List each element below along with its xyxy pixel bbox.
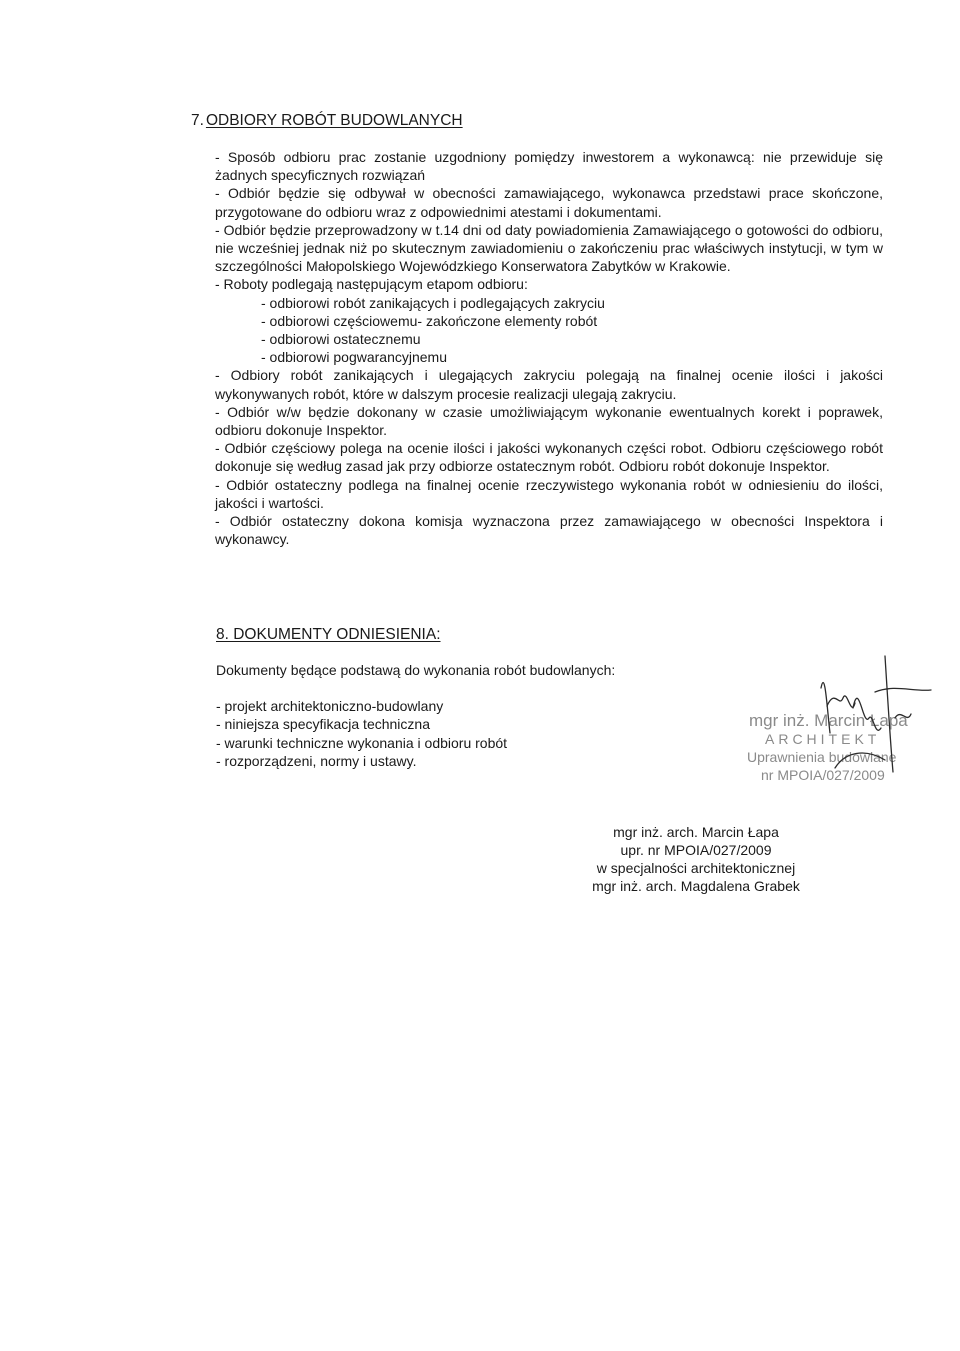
signature-line: mgr inż. arch. Magdalena Grabek [592,878,800,894]
signature-line: w specjalności architektonicznej [596,860,796,876]
paragraph: - Odbiór będzie przeprowadzony w t.14 dni od daty powiadomienia Zamawiającego o gotowości do odbioru, nie wcześniej jednak niż po skutecznym zawiadomieniu o zakończeniu prac właściwych instytucji, w tym w szczególności Małopolskiego Wojewódzkiego Konserwatora Zabytków w Krakowie. [215,221,883,275]
paragraph: - Odbiór ostateczny podlega na finalnej ocenie rzeczywistego wykonania robót w odniesieniu do ilości, jakości i wartości. [215,476,883,511]
paragraph: - Odbiór częściowy polega na ocenie ilości i jakości wykonanych części robot. Odbioru częściowego robót dokonuje się według zasad jak przy odbiorze ostatecznym robót. Odbioru robót dokonuje Inspektor. [215,440,883,475]
section-8-title: 8. DOKUMENTY ODNIESIENIA: [216,626,441,643]
list-item: - odbiorowi robót zanikających i podlegających zakryciu [261,294,605,311]
paragraph: - Odbiory robót zanikających i ulegających zakryciu polegają na finalnej ocenie ilości i jakości wykonywanych robót, które w dalszym procesie realizacji ulegają zakryciu. [215,367,883,402]
section-8-heading [216,626,441,644]
section-7-body [215,148,883,548]
section-8-intro: Dokumenty będące podstawą do wykonania robót budowlanych: [216,662,616,678]
signature-line: mgr inż. arch. Marcin Łapa [613,824,779,840]
paragraph: - Odbiór w/w będzie dokonany w czasie umożliwiającym wykonanie ewentualnych korekt i poprawek, odbioru dokonuje Inspektor. [215,403,883,439]
signature-icon [735,648,935,788]
stamp-line-1: mgr inż. Marcin Łapa [749,711,908,730]
signature-block [573,823,819,895]
stamp-line-4: nr MPOIA/027/2009 [761,767,885,783]
signature-line: upr. nr MPOIA/027/2009 [620,842,772,858]
section-7-title: ODBIORY ROBÓT BUDOWLANYCH [205,112,463,129]
list-item: - warunki techniczne wykonania i odbioru robót [216,735,508,751]
list-item: - rozporządzeni, normy i ustawy. [216,753,417,769]
paragraph: - Odbiór będzie się odbywał w obecności zamawiającego, wykonawca przedstawi prace skończone, przygotowane do odbioru wraz z odpowiednimi atestami i dokumentami. [215,185,883,220]
list-item: - projekt architektoniczno-budowlany [216,698,444,714]
list-item: - odbiorowi ostatecznemu [261,331,421,348]
section-7-heading [191,112,463,130]
list-item: - odbiorowi pogwarancyjnemu [261,349,447,366]
list-item: - niniejsza specyfikacja techniczna [216,716,430,732]
paragraph: - Odbiór ostateczny dokona komisja wyznaczona przez zamawiającego w obecności Inspektora i wykonawcy. [215,513,883,548]
architect-stamp [735,648,935,788]
paragraph: - Sposób odbioru prac zostanie uzgodniony pomiędzy inwestorem a wykonawcą: nie przewiduje się żadnych specyficznych rozwiązań [215,149,883,184]
section-7-number: 7. [191,112,204,129]
paragraph: - Roboty podlegają następującym etapom odbioru: [215,276,528,293]
list-item: - odbiorowi częściowemu- zakończone elementy robót [261,312,598,329]
stamp-line-2: ARCHITEKT [765,731,881,747]
stamp-line-3: Uprawnienia budowlane [747,749,897,765]
